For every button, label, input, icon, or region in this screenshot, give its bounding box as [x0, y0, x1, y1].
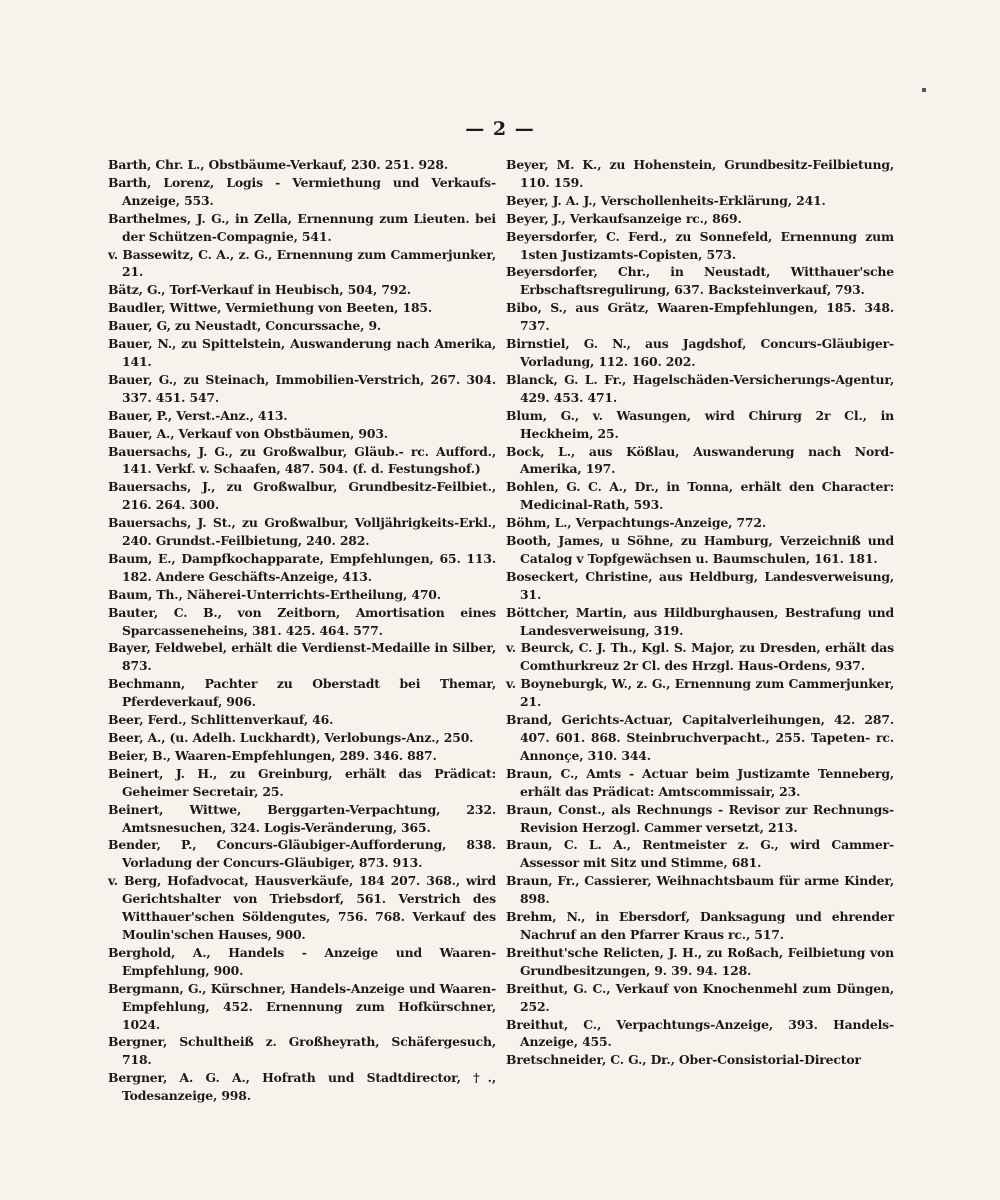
index-entry: Baum, E., Dampfkochapparate, Empfehlungen, 65. 113. 182. Andere Geschäfts-Anzeige, 413.: [108, 550, 496, 584]
index-entry: Bauer, P., Verst.-Anz., 413.: [108, 407, 288, 423]
index-entry: Beyer, J. A. J., Verschollenheits-Erklärung, 241.: [506, 192, 826, 208]
index-entry: Breithut, C., Verpachtungs-Anzeige, 393. Handels-Anzeige, 455.: [506, 1016, 894, 1050]
index-entry: v. Bassewitz, C. A., z. G., Ernennung zum Cammerjunker, 21.: [108, 246, 496, 280]
index-entry: Birnstiel, G. N., aus Jagdshof, Concurs-Gläubiger-Vorladung, 112. 160. 202.: [506, 336, 894, 369]
printer-mark: [922, 88, 926, 92]
index-entry: Blanck, G. L. Fr., Hagelschäden-Versicherungs-Agentur, 429. 453. 471.: [506, 371, 894, 405]
index-entry: Bayer, Feldwebel, erhält die Verdienst-Medaille in Silber, 873.: [108, 640, 496, 674]
index-entry: Baum, Th., Näherei-Unterrichts-Ertheilung, 470.: [108, 586, 441, 602]
index-entry: Bender, P., Concurs-Gläubiger-Aufforderung, 838. Vorladung der Concurs-Gläubiger, 873. 913.: [108, 837, 496, 871]
index-entry: Bergmann, G., Kürschner, Handels-Anzeige und Waaren-Empfehlung, 452. Ernennung zum Hofkürschner, 1024.: [108, 980, 496, 1032]
page-number: — 2 —: [465, 118, 535, 140]
index-entry: Böttcher, Martin, aus Hildburghausen, Bestrafung und Landesverweisung, 319.: [506, 604, 894, 638]
index-entry: Bretschneider, C. G., Dr., Ober-Consistorial-Director: [506, 1052, 861, 1068]
index-entry: Bock, L., aus Kößlau, Auswanderung nach Nord-Amerika, 197.: [506, 443, 894, 477]
index-entry: Beier, B., Waaren-Empfehlungen, 289. 346. 887.: [108, 747, 437, 763]
index-entry: Berghold, A., Handels - Anzeige und Waaren-Empfehlung, 900.: [108, 944, 496, 978]
index-entry: Bauersachs, J. G., zu Großwalbur, Gläub.- rc. Aufford., 141. Verkf. v. Schaafen, 487. 504. (f. d. Festungshof.): [108, 443, 496, 477]
index-entry: Boseckert, Christine, aus Heldburg, Landesverweisung, 31.: [506, 568, 894, 602]
index-entry: Bauer, G., zu Steinach, Immobilien-Verstrich, 267. 304. 337. 451. 547.: [108, 371, 496, 405]
index-entry: Beinert, Wittwe, Berggarten-Verpachtung, 232. Amtsnesuchen, 324. Logis-Veränderung, 365.: [108, 801, 496, 835]
index-entry: Böhm, L., Verpachtungs-Anzeige, 772.: [506, 515, 766, 531]
index-entry: Beyer, M. K., zu Hohenstein, Grundbesitz-Feilbietung, 110. 159.: [506, 157, 894, 190]
index-entry: Bauer, A., Verkauf von Obstbäumen, 903.: [108, 425, 388, 441]
index-entry: Baudler, Wittwe, Vermiethung von Beeten, 185.: [108, 300, 433, 316]
index-entry: Breithut, G. C., Verkauf von Knochenmehl zum Düngen, 252.: [506, 980, 894, 1014]
index-entry: v. Boyneburgk, W., z. G., Ernennung zum Cammerjunker, 21.: [506, 676, 894, 710]
index-entry: Booth, James, u Söhne, zu Hamburg, Verzeichniß und Catalog v Topfgewächsen u. Baumschulen, 161. 181.: [506, 533, 894, 566]
index-entry: Barth, Lorenz, Logis - Vermiethung und Verkaufs-Anzeige, 553.: [108, 174, 496, 208]
index-entry: Beyersdorfer, C. Ferd., zu Sonnefeld, Ernennung zum 1sten Justizamts-Copisten, 573.: [506, 228, 894, 262]
index-entry: Bechmann, Pachter zu Oberstadt bei Themar, Pferdeverkauf, 906.: [108, 676, 496, 710]
index-entry: v. Beurck, C. J. Th., Kgl. S. Major, zu Dresden, erhält das Comthurkreuz 2r Cl. des Hrzgl. Haus-Ordens, 937.: [506, 640, 894, 674]
index-entry: Bohlen, G. C. A., Dr., in Tonna, erhält den Character: Medicinal-Rath, 593.: [506, 479, 894, 513]
index-entry: Bauer, G, zu Neustadt, Concurssache, 9.: [108, 318, 382, 334]
index-entry: Blum, G., v. Wasungen, wird Chirurg 2r Cl., in Heckheim, 25.: [506, 407, 894, 441]
index-entry: Bibo, S., aus Grätz, Waaren-Empfehlungen, 185. 348. 737.: [506, 300, 894, 334]
index-entry: Beyer, J., Verkaufsanzeige rc., 869.: [506, 210, 742, 226]
index-entry: Bauer, N., zu Spittelstein, Auswanderung nach Amerika, 141.: [108, 336, 496, 369]
index-entry: Barth, Chr. L., Obstbäume-Verkauf, 230. 251. 928.: [108, 157, 449, 172]
index-entry: Beer, Ferd., Schlittenverkauf, 46.: [108, 712, 334, 728]
index-entry: v. Berg, Hofadvocat, Hausverkäufe, 184 207. 368., wird Gerichtshalter von Triebsdorf, 561. Verstrich des Witthauer'schen Söldengutes, 756. 768. Verkauf des Moulin'schen Hauses, 900.: [108, 873, 496, 942]
index-entry: Beinert, J. H., zu Greinburg, erhält das Prädicat: Geheimer Secretair, 25.: [108, 765, 496, 799]
index-entry: Bauersachs, J. St., zu Großwalbur, Volljährigkeits-Erkl., 240. Grundst.-Feilbietung, 240. 282.: [108, 515, 496, 549]
index-entry: Bauersachs, J., zu Großwalbur, Grundbesitz-Feilbiet., 216. 264. 300.: [108, 479, 496, 513]
index-entry: Breithut'sche Relicten, J. H., zu Roßach, Feilbietung von Grundbesitzungen, 9. 39. 94. 128.: [506, 944, 894, 978]
index-entry: Bätz, G., Torf-Verkauf in Heubisch, 504, 792.: [108, 282, 411, 298]
right-index-column: [506, 156, 894, 1069]
index-entry: Braun, Fr., Cassierer, Weihnachtsbaum für arme Kinder, 898.: [506, 873, 894, 907]
index-entry: Brand, Gerichts-Actuar, Capitalverleihungen, 42. 287. 407. 601. 868. Steinbruchverpacht., 255. Tapeten- rc. Annonçe, 310. 344.: [506, 712, 894, 763]
index-entry: Braun, C., Amts - Actuar beim Justizamte Tenneberg, erhält das Prädicat: Amtscommissair, 23.: [506, 765, 894, 799]
left-index-column: [108, 156, 496, 1105]
index-entry: Bergner, A. G. A., Hofrath und Stadtdirector, †., Todesanzeige, 998.: [108, 1070, 496, 1104]
index-entry: Beer, A., (u. Adelh. Luckhardt), Verlobungs-Anz., 250.: [108, 730, 474, 745]
index-entry: Barthelmes, J. G., in Zella, Ernennung zum Lieuten. bei der Schützen-Compagnie, 541.: [108, 210, 496, 244]
index-entry: Braun, C. L. A., Rentmeister z. G., wird Cammer-Assessor mit Sitz und Stimme, 681.: [506, 837, 894, 871]
index-entry: Bergner, Schultheiß z. Großheyrath, Schäfergesuch, 718.: [108, 1034, 496, 1068]
index-entry: Braun, Const., als Rechnungs - Revisor zur Rechnungs-Revision Herzogl. Cammer versetzt, 213.: [506, 801, 894, 835]
index-entry: Bauter, C. B., von Zeitborn, Amortisation eines Sparcasseneheins, 381. 425. 464. 577.: [108, 604, 496, 638]
index-entry: Beyersdorfer, Chr., in Neustadt, Witthauer'sche Erbschaftsregulirung, 637. Backsteinverkauf, 793.: [506, 264, 894, 298]
index-entry: Brehm, N., in Ebersdorf, Danksagung und ehrender Nachruf an den Pfarrer Kraus rc., 517.: [506, 909, 894, 942]
